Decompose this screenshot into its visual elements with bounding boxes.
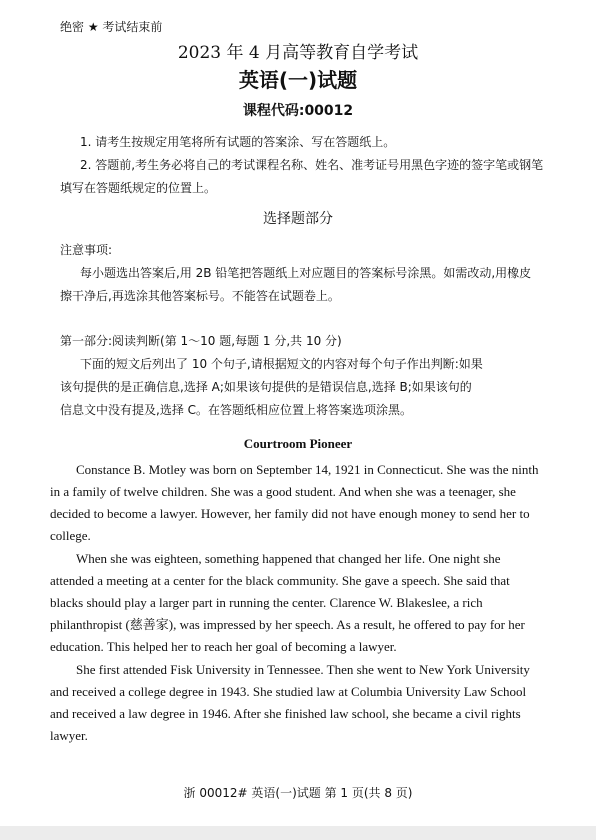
notes-line-2: 擦干净后,再选涂其他答案标号。不能答在试题卷上。	[60, 289, 340, 303]
passage-line: Constance B. Motley was born on September 14, 1921 in Connecticut. She was the ninth	[76, 462, 539, 477]
part-instruction-line-1: 下面的短文后列出了 10 个句子,请根据短文的内容对每个句子作出判断:如果	[80, 357, 483, 371]
passage-line: She first attended Fisk University in Tennessee. Then she went to New York University	[76, 662, 530, 677]
part-instruction-line-2: 该句提供的是正确信息,选择 A;如果该句提供的是错误信息,选择 B;如果该句的	[60, 380, 472, 394]
section-title: 选择题部分	[263, 211, 333, 227]
passage-line: education. This helped her to reach her goal of becoming a lawyer.	[50, 639, 397, 654]
passage-line: college.	[50, 528, 91, 543]
part-title: 第一部分:阅读判断(第 1～10 题,每题 1 分,共 10 分)	[60, 334, 342, 348]
passage-line: When she was eighteen, something happened that changed her life. One night she	[76, 551, 501, 566]
exam-title: 2023 年 4 月高等教育自学考试	[177, 43, 419, 63]
passage-line: and received a college degree in 1943. She studied law at Columbia University Law School	[50, 684, 527, 699]
viewer-bottom-bar	[0, 826, 596, 840]
course-code: 课程代码:00012	[242, 103, 354, 119]
passage-line: attended a meeting at a center for the black community. She gave a speech. She said that	[50, 573, 510, 588]
passage-line: in a family of twelve children. She was a good student. And when she was a teenager, she	[50, 484, 516, 499]
passage-line: decided to become a lawyer. However, her family did not have enough money to send her to	[50, 506, 530, 521]
instruction-item-1: 1. 请考生按规定用笔将所有试题的答案涂、写在答题纸上。	[80, 135, 396, 149]
instruction-item-2-line-2: 填写在答题纸规定的位置上。	[60, 181, 217, 195]
passage-line: blacks should play a larger part in running the center. Clarence W. Blakeslee, a rich	[50, 595, 483, 610]
passage-line: lawyer.	[50, 728, 88, 743]
notes-line-1: 每小题选出答案后,用 2B 铅笔把答题纸上对应题目的答案标号涂黑。如需改动,用橡皮	[80, 266, 532, 280]
passage-title: Courtroom Pioneer	[243, 436, 353, 451]
subject-title: 英语(一)试题	[238, 68, 358, 92]
confidential-label: 绝密 ★ 考试结束前	[60, 20, 163, 34]
page-footer: 浙 00012# 英语(一)试题 第 1 页(共 8 页)	[183, 786, 413, 800]
part-instruction-line-3: 信息文中没有提及,选择 C。在答题纸相应位置上将答案选项涂黑。	[60, 403, 413, 417]
instruction-item-2-line-1: 2. 答题前,考生务必将自己的考试课程名称、姓名、准考证号用黑色字迹的签字笔或钢笔	[80, 158, 544, 172]
passage-line: philanthropist (慈善家), was impressed by her speech. As a result, he offered to pay for her	[50, 617, 525, 632]
notes-heading: 注意事项:	[60, 243, 113, 257]
passage-line: and received a law degree in 1946. After she finished law school, she became a civil rights	[50, 706, 521, 721]
